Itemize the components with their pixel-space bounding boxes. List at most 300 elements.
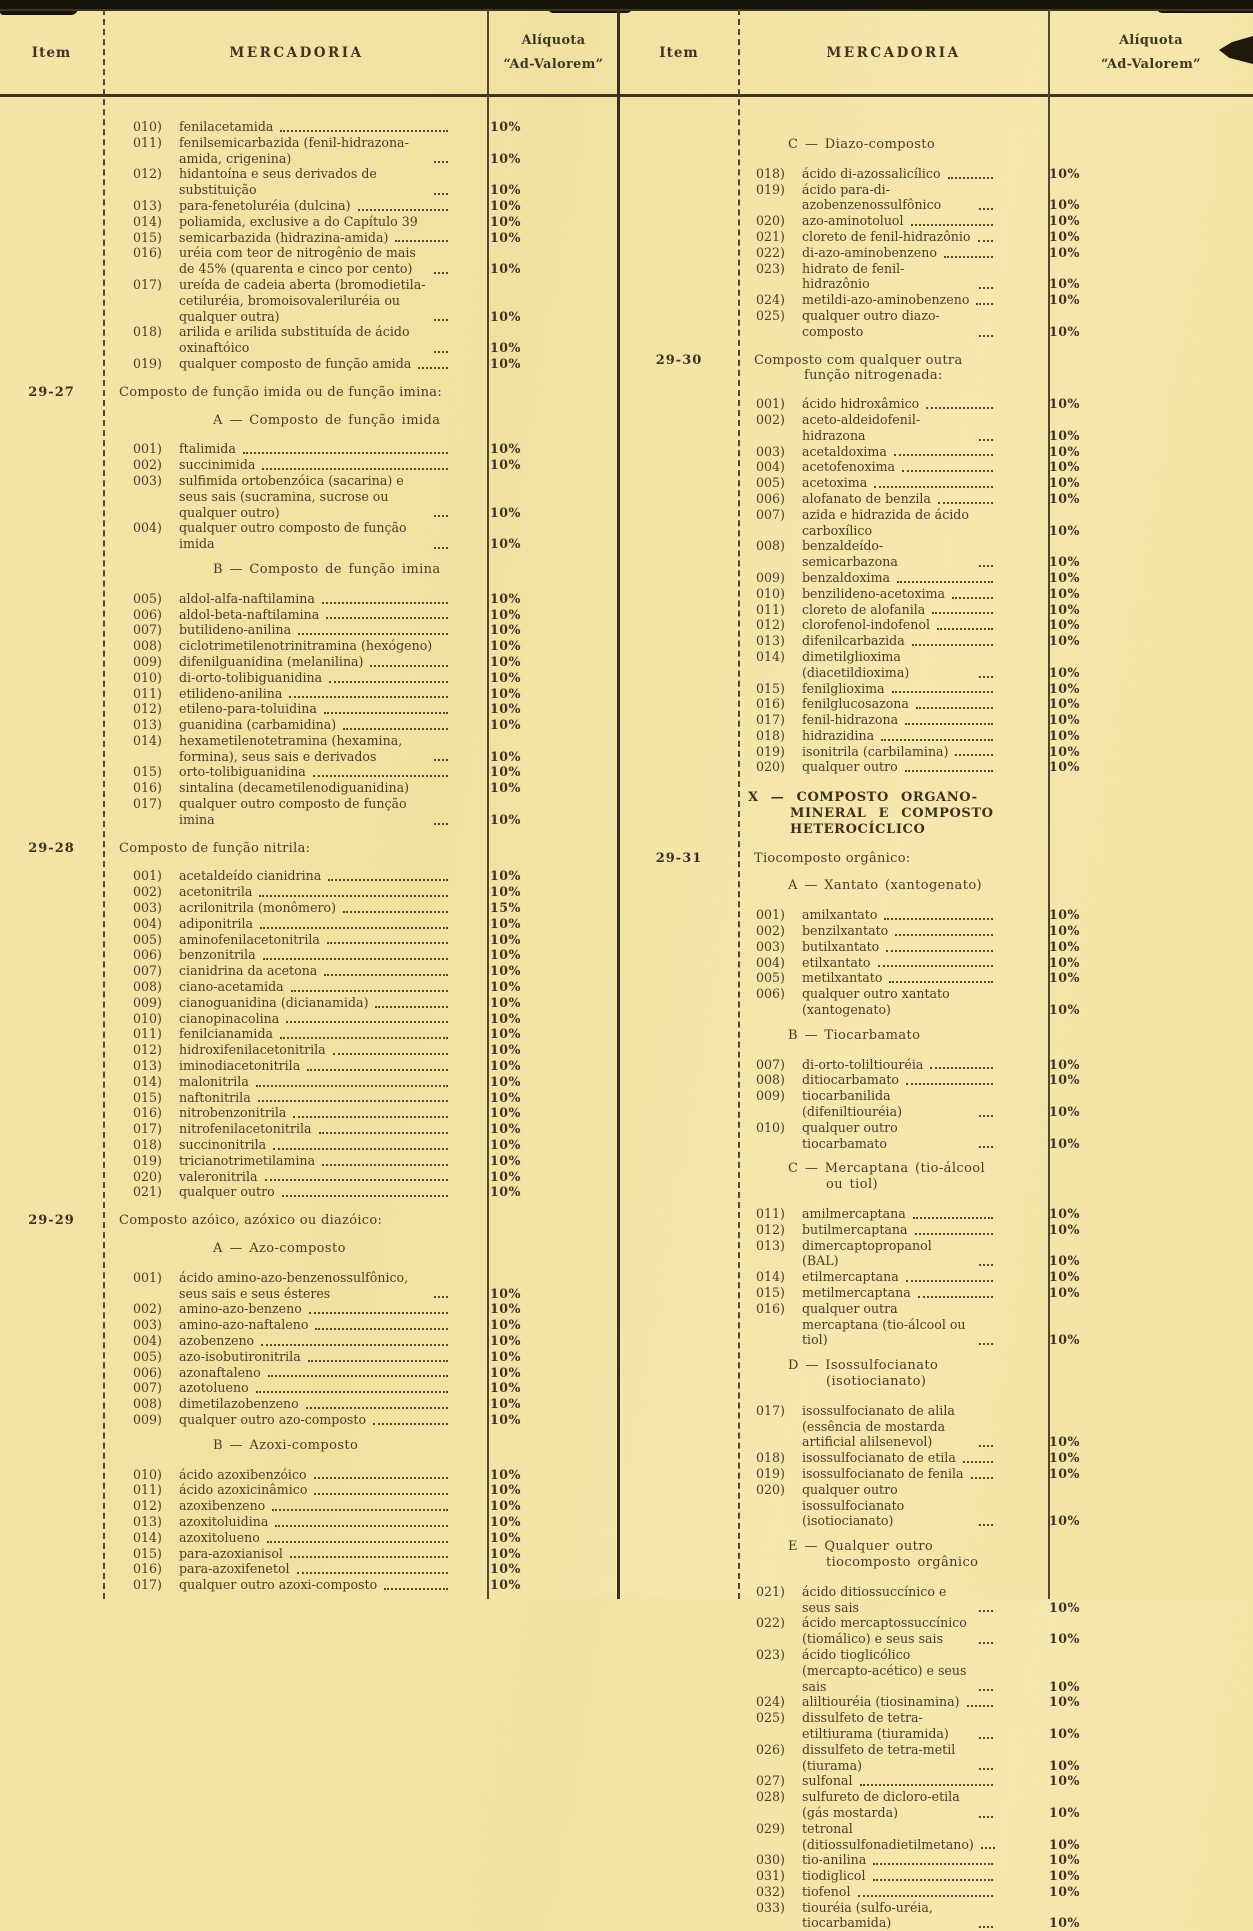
entry-text-line [802, 1884, 997, 1900]
item-column-spacer [0, 1530, 103, 1546]
rate-value: 10% [490, 1137, 521, 1153]
table-row [620, 1694, 1253, 1710]
rate-value: 10% [490, 229, 521, 245]
rate-value: 10% [490, 1561, 521, 1577]
rate-value: 10% [490, 748, 521, 764]
rate-cell [1005, 1884, 1253, 1900]
rate-value: 10% [1049, 1868, 1080, 1884]
dot-leader [906, 1083, 993, 1085]
entry-number: 006) [756, 490, 785, 506]
entry-number: 022) [756, 244, 785, 260]
item-column-spacer [620, 681, 738, 697]
entry-number: 008) [133, 1396, 162, 1412]
dot-leader [261, 1344, 448, 1346]
description-cell [103, 947, 460, 963]
entry-number: 010) [133, 119, 162, 134]
entry-text-line [802, 1466, 997, 1482]
entry-number: 014) [756, 1269, 785, 1285]
rate-value: 10% [1049, 938, 1080, 954]
description-cell [103, 166, 460, 198]
item-column-spacer [0, 1412, 103, 1428]
dot-leader [979, 1264, 993, 1266]
description-cell [103, 324, 460, 356]
rate-cell [1005, 213, 1253, 229]
table-row [620, 1269, 1253, 1285]
entry-text-line [179, 277, 452, 324]
entry-text-line [179, 1042, 452, 1058]
entry-text: fenilacetamida [179, 119, 274, 134]
entry-text: clorofenol-indofenol [802, 617, 930, 633]
rate-value: 10% [1049, 197, 1080, 213]
entry-number: 025) [756, 307, 785, 323]
description-cell [738, 1088, 1005, 1120]
description-cell [738, 970, 1005, 986]
description-cell [103, 884, 460, 900]
item-column-spacer [0, 1270, 103, 1302]
item-column-spacer [620, 538, 738, 570]
description-cell [738, 137, 1005, 153]
item-column-spacer [0, 900, 103, 916]
item-column-spacer [620, 633, 738, 649]
rate-value: 10% [490, 504, 521, 520]
item-column-spacer [0, 324, 103, 356]
rate-cell [460, 166, 617, 198]
entry-text-line [802, 261, 997, 293]
entry-number: 004) [133, 915, 162, 931]
item-column-spacer [0, 356, 103, 372]
table-row [0, 1333, 617, 1349]
rate-cell [460, 1137, 617, 1153]
rate-cell [1005, 1450, 1253, 1466]
rate-value: 10% [1049, 601, 1080, 617]
rate-value: 10% [1049, 276, 1080, 292]
entry-text-line [179, 135, 452, 167]
item-column-spacer [0, 119, 103, 135]
table-row [620, 570, 1253, 586]
entry-text-line [802, 308, 997, 340]
rate-cell [1005, 1161, 1253, 1193]
description-cell [103, 198, 460, 214]
group-heading-row [0, 562, 617, 578]
entry-number: 009) [133, 1411, 162, 1427]
description-cell [103, 868, 460, 884]
rate-value: 10% [490, 868, 521, 884]
description-cell [103, 701, 460, 717]
table-row [0, 1074, 617, 1090]
entry-text: amino-azo-naftaleno [179, 1317, 309, 1333]
entry-text: malonitrila [179, 1073, 249, 1089]
rate-value: 10% [490, 1026, 521, 1042]
entry-number: 027) [756, 1773, 785, 1789]
item-column-spacer [620, 1088, 738, 1120]
entry-number: 024) [756, 292, 785, 308]
dot-leader [309, 1312, 448, 1314]
rate-value: 10% [490, 1396, 521, 1412]
dot-leader [979, 1737, 993, 1739]
entry-number: 017) [133, 1121, 162, 1137]
rate-cell [460, 1396, 617, 1412]
entry-text: di-orto-toliltiouréia [802, 1056, 924, 1072]
entry-text: benzonitrila [179, 947, 256, 963]
rate-cell [460, 230, 617, 246]
entry-number: 009) [133, 994, 162, 1010]
item-column-spacer [0, 562, 103, 578]
entry-number: 007) [133, 622, 162, 638]
description-cell [738, 602, 1005, 618]
entry-text-line [179, 701, 452, 717]
description-cell [738, 1615, 1005, 1647]
entry-number: 016) [756, 696, 785, 712]
rate-cell [1005, 1120, 1253, 1152]
dot-leader [319, 1132, 448, 1134]
entry-number: 025) [756, 1710, 785, 1726]
dot-leader [370, 665, 448, 667]
rate-value: 10% [1049, 1135, 1080, 1151]
entry-number: 015) [133, 764, 162, 780]
group-heading-row [0, 1241, 617, 1257]
entry-text-line [802, 1072, 997, 1088]
entry-text: qualquer outro composto de função imina [179, 796, 407, 827]
entry-number: 011) [756, 601, 785, 617]
entry-text: para-azoxifenetol [179, 1561, 290, 1577]
dot-leader [979, 1115, 993, 1117]
item-column-spacer [0, 277, 103, 324]
rate-value: 10% [490, 1089, 521, 1105]
item-column-spacer [0, 1026, 103, 1042]
entry-text: ácido mercaptossuccínico (tiomálico) e seus sais [802, 1615, 967, 1647]
dot-leader [979, 676, 993, 678]
rate-value: 10% [1049, 244, 1080, 260]
table-row [620, 744, 1253, 760]
table-row [0, 1184, 617, 1200]
entry-text: ácido azoxibenzóico [179, 1466, 307, 1482]
entry-text-line [802, 213, 997, 229]
entry-text: para-azoxianisol [179, 1545, 283, 1561]
entry-text: sulfureto de dicloro-etila (gás mostarda) [802, 1789, 960, 1820]
rate-value: 10% [1049, 727, 1080, 743]
rate-value: 10% [1049, 907, 1080, 923]
item-column-spacer [620, 939, 738, 955]
item-column-spacer [0, 1349, 103, 1365]
item-column-spacer [0, 796, 103, 828]
description-cell [738, 1222, 1005, 1238]
dot-leader [979, 1768, 993, 1770]
entry-text-line [179, 607, 452, 623]
entry-number: 010) [133, 1466, 162, 1482]
entry-number: 019) [756, 743, 785, 759]
entry-text: amino-azo-benzeno [179, 1301, 302, 1317]
entry-number: 024) [756, 1694, 785, 1710]
description-cell [738, 728, 1005, 744]
entry-text: ditiocarbamato [802, 1072, 900, 1088]
rate-cell [460, 884, 617, 900]
entry-number: 004) [756, 459, 785, 475]
item-column-spacer [0, 1105, 103, 1121]
item-column-spacer [620, 1161, 738, 1193]
table-row [620, 1773, 1253, 1789]
table-row [620, 261, 1253, 293]
dot-leader [395, 240, 448, 242]
description-cell [738, 1072, 1005, 1088]
table-row [0, 764, 617, 780]
item-column-spacer [620, 1821, 738, 1853]
item-column-spacer [0, 1438, 103, 1454]
entry-number: 002) [133, 457, 162, 473]
rate-value: 10% [490, 1482, 521, 1498]
description-cell [738, 292, 1005, 308]
rate-value: 10% [1049, 954, 1080, 970]
entry-number: 011) [133, 1026, 162, 1042]
heading-text: C — Mercaptana (tio-álcool ou tiol) [788, 1161, 986, 1193]
dot-leader [979, 1816, 993, 1818]
item-column-spacer [0, 884, 103, 900]
rate-value: 10% [490, 197, 521, 213]
rate-value: 10% [490, 811, 521, 827]
table-row [620, 166, 1253, 182]
table-row [620, 1710, 1253, 1742]
rate-value: 10% [490, 1332, 521, 1348]
item-column-spacer [0, 135, 103, 167]
description-cell [103, 473, 460, 520]
entry-text: ácido hidroxâmico [802, 396, 920, 412]
item-column-spacer [620, 986, 738, 1018]
entry-number: 001) [756, 396, 785, 412]
rate-cell [1005, 728, 1253, 744]
entry-text-line [179, 166, 452, 198]
entry-text-line [802, 570, 997, 586]
description-cell [103, 1137, 460, 1153]
description-cell [738, 353, 1005, 385]
rate-cell [460, 916, 617, 932]
entry-text: acetoxima [802, 475, 868, 491]
description-cell [103, 963, 460, 979]
entry-text-line [179, 1380, 452, 1396]
column-header-item: Item [659, 44, 699, 61]
dot-leader [256, 1391, 448, 1393]
entry-text: cianopinacolina [179, 1010, 280, 1026]
entry-text-line [179, 1365, 452, 1381]
rate-value: 10% [1049, 633, 1080, 649]
entry-text-line [179, 1026, 452, 1042]
dot-leader [858, 1895, 993, 1897]
description-cell [738, 308, 1005, 340]
aliquota-label: Alíquota [1119, 33, 1183, 48]
description-cell [103, 591, 460, 607]
entry-text: aceto-aldeidofenil-hidrazona [802, 411, 921, 443]
heading-text: B — Composto de função imina [213, 561, 441, 577]
rate-value: 10% [1049, 1599, 1080, 1615]
entry-text: sulfimida ortobenzóica (sacarina) e seus sais (sucramina, sucrose ou qualquer outro) [179, 472, 404, 520]
entry-text-line [802, 1057, 997, 1073]
dot-leader [290, 1556, 448, 1558]
rate-cell [460, 733, 617, 765]
description-cell [103, 457, 460, 473]
rate-value: 10% [490, 457, 521, 473]
description-cell [738, 459, 1005, 475]
rate-cell [1005, 1238, 1253, 1270]
rate-cell [460, 1058, 617, 1074]
table-row [0, 441, 617, 457]
rate-value: 10% [490, 931, 521, 947]
entry-text-line [802, 681, 997, 697]
entry-text: qualquer outro xantato (xantogenato) [802, 986, 950, 1018]
entry-text: fenilsemicarbazida (fenil-hidrazona-amida, crigenina) [179, 134, 409, 166]
rate-value: 10% [1049, 1773, 1080, 1789]
item-code-row [620, 851, 1253, 867]
rate-value: 10% [490, 308, 521, 324]
rate-cell [460, 979, 617, 995]
dot-leader [307, 1069, 448, 1071]
rate-value: 10% [490, 150, 521, 166]
description-cell [103, 780, 460, 796]
entry-text: qualquer outro tiocarbamato [802, 1119, 898, 1151]
entry-text: adiponitrila [179, 915, 254, 931]
rate-cell [460, 764, 617, 780]
rate-value: 10% [490, 1121, 521, 1137]
entry-number: 003) [133, 1317, 162, 1333]
entry-text: succinimida [179, 457, 256, 473]
rate-value: 10% [1049, 1804, 1080, 1820]
entry-text-line [179, 1121, 452, 1137]
dot-leader [260, 927, 448, 929]
table-row [620, 602, 1253, 618]
rate-cell [1005, 1539, 1253, 1571]
entry-text-line [179, 1467, 452, 1483]
rate-cell [1005, 292, 1253, 308]
table-row [620, 586, 1253, 602]
rate-value: 10% [490, 963, 521, 979]
description-cell [738, 245, 1005, 261]
entry-text-line [179, 119, 452, 135]
entry-text: azoxitoluidina [179, 1513, 269, 1529]
dot-leader [315, 1328, 448, 1330]
table-row [620, 728, 1253, 744]
item-column-spacer [620, 617, 738, 633]
dot-leader [328, 879, 448, 881]
entry-number: 005) [133, 590, 162, 606]
description-cell [738, 1358, 1005, 1390]
dot-leader [892, 691, 993, 693]
table-row [620, 1482, 1253, 1529]
rate-cell [1005, 1088, 1253, 1120]
entry-number: 002) [133, 884, 162, 900]
entry-text-line [802, 1789, 997, 1821]
rate-cell [1005, 759, 1253, 775]
rate-cell [1005, 586, 1253, 602]
item-column-spacer [620, 1868, 738, 1884]
table-row [620, 1789, 1253, 1821]
item-code: 29-30 [655, 352, 703, 368]
item-column-spacer [0, 780, 103, 796]
entry-number: 004) [133, 1332, 162, 1348]
rate-cell [1005, 538, 1253, 570]
heading-text: A — Azo-composto [213, 1241, 346, 1256]
group-heading-row [620, 1358, 1253, 1390]
table-row [0, 733, 617, 765]
ad-valorem-label: “Ad-Valorem” [1101, 57, 1201, 72]
dot-leader [938, 502, 993, 504]
description-cell [738, 538, 1005, 570]
item-column-spacer [620, 759, 738, 775]
dot-leader [265, 1179, 449, 1181]
table-row [620, 1301, 1253, 1348]
entry-text-line [179, 995, 452, 1011]
description-cell [103, 733, 460, 765]
entry-text-line [179, 1561, 452, 1577]
entry-text: azobenzeno [179, 1332, 255, 1348]
description-cell [103, 214, 460, 230]
entry-text-line [802, 245, 997, 261]
description-cell [103, 1169, 460, 1185]
entry-text: arilida e arilida substituída de ácido oxinaftóico [179, 324, 410, 356]
rate-value: 10% [490, 213, 521, 229]
dot-leader [913, 1217, 993, 1219]
rate-value: 10% [1049, 1002, 1080, 1018]
item-column-spacer [0, 686, 103, 702]
dot-leader [375, 1006, 448, 1008]
entry-text-line [802, 1450, 997, 1466]
rate-cell [460, 1090, 617, 1106]
rate-cell [1005, 649, 1253, 681]
entry-text-line [802, 1222, 997, 1238]
entry-text-line [179, 932, 452, 948]
item-column-spacer [620, 245, 738, 261]
item-column-spacer [0, 1301, 103, 1317]
description-cell [738, 939, 1005, 955]
entry-number: 002) [756, 923, 785, 939]
rate-cell [1005, 1789, 1253, 1821]
description-cell [738, 1269, 1005, 1285]
table-row [620, 245, 1253, 261]
table-row [0, 607, 617, 623]
dot-leader [873, 1879, 993, 1881]
dot-leader [979, 565, 993, 567]
entry-text-line [179, 591, 452, 607]
entry-text-line [179, 1577, 452, 1593]
entry-text-line [802, 633, 997, 649]
entry-text-line [802, 744, 997, 760]
description-cell [103, 1213, 460, 1229]
entry-text-line [179, 733, 452, 765]
entry-number: 011) [133, 134, 162, 150]
item-column-spacer [0, 1577, 103, 1593]
entry-number: 006) [133, 1364, 162, 1380]
item-column-spacer [0, 591, 103, 607]
table-row [0, 900, 617, 916]
entry-number: 003) [133, 472, 162, 488]
table-row [0, 670, 617, 686]
table-row [620, 1120, 1253, 1152]
table-row [620, 1584, 1253, 1616]
rate-cell [460, 1270, 617, 1302]
description-cell [738, 759, 1005, 775]
rate-value: 10% [490, 1577, 521, 1593]
rate-value: 10% [1049, 427, 1080, 443]
table-row [0, 1514, 617, 1530]
dot-leader [976, 303, 993, 305]
table-row [620, 444, 1253, 460]
entry-number: 014) [133, 732, 162, 748]
table-row [0, 135, 617, 167]
item-column-spacer [620, 308, 738, 340]
item-column-spacer [0, 916, 103, 932]
entry-number: 013) [756, 1237, 785, 1253]
entry-number: 005) [133, 931, 162, 947]
description-cell [738, 1900, 1005, 1931]
description-cell [103, 1396, 460, 1412]
rate-value: 10% [1049, 443, 1080, 459]
item-column-spacer [0, 1241, 103, 1257]
